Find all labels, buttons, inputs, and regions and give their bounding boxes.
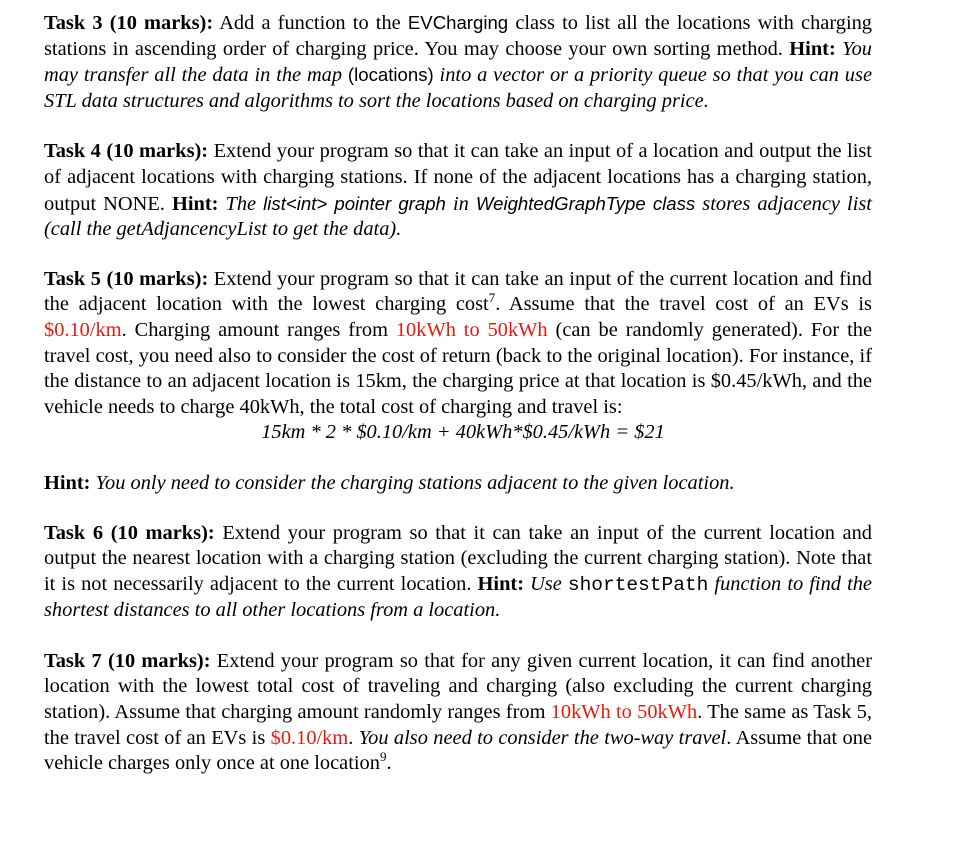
hint-label: Hint: (44, 471, 91, 494)
task-7-footnote: 9 (379, 749, 387, 765)
task-6-paragraph (44, 521, 872, 624)
task-7-text-1: Extend your program so that for any given current location, it can find another location with the lowest total cost of traveling and charging (also excluding the current charging station). Assume that charging amount randomly ranges from (44, 649, 872, 724)
task-5-formula: 15km * 2 * $0.10/km + 40kWh*$0.45/kWh = $21 (261, 421, 665, 444)
hint-paragraph (44, 471, 872, 497)
task-3-hint-label: Hint: (789, 37, 836, 60)
task-4-list-type: list<int> pointer graph (263, 192, 446, 214)
task-4-hint-1: The (218, 192, 264, 215)
task-7-charge-range: 10kWh to 50kWh (550, 701, 698, 724)
task-6-hint-2: function to find the shortest distances to all other locations from a location. (44, 572, 872, 622)
task-3-hint-1: You may transfer all the data in the map (44, 37, 872, 87)
hint-text: You only need to consider the charging stations adjacent to the given location. (90, 471, 735, 494)
task-6-heading: Task 6 (10 marks): (44, 521, 215, 544)
task-3-hint-2: into a vector or a priority queue so that you can use STL data structures and algorithms to sort the locations based on charging price. (44, 64, 872, 112)
task-4-hint-2: in (445, 192, 476, 215)
task-3-class-name: EVCharging (407, 12, 509, 33)
task-7-text-3: . (348, 726, 359, 749)
task-5-footnote: 7 (488, 290, 496, 306)
task-7-text-4: . Assume that one vehicle charges only once at one location (44, 726, 873, 775)
task-7-text-2: . The same as Task 5, the travel cost of an EVs is (44, 701, 872, 749)
task-3-map-name: (locations) (347, 64, 434, 86)
task-6-function-name: shortestPath (567, 573, 709, 596)
task-4-heading: Task 4 (10 marks): (44, 140, 209, 163)
task-5-charge-range: 10kWh to 50kWh (395, 318, 548, 341)
task-7-text-5: . (386, 752, 392, 775)
task-5-text-1: Extend your program so that it can take an input of the current location and find the adjacent location with the lowest charging cost (44, 267, 872, 316)
task-5-text-2: . Assume that the travel cost of an EVs is (495, 293, 872, 316)
task-4-hint-3: stores adjacency list (call the getAdjancencyList to get the data). (44, 192, 872, 241)
task-5-heading: Task 5 (10 marks): (44, 267, 209, 290)
task-6-hint-1: Use (524, 572, 568, 595)
task-7-heading: Task 7 (10 marks): (44, 649, 211, 672)
task-4-class-name: WeightedGraphType class (475, 192, 696, 214)
task-3-text-2: class to list all the locations with charging stations in ascending order of charging price. You may choose your own sorting method. (44, 12, 872, 60)
task-7-italic: You also need to consider the two-way travel (358, 726, 727, 749)
task-3-heading: Task 3 (10 marks): (44, 12, 214, 34)
task-3-text-1: Add a function to the (213, 12, 408, 34)
task-5-text-3: . Charging amount ranges from (121, 318, 396, 341)
task-5-travel-cost: $0.10/km (44, 318, 122, 341)
task-5-paragraph (44, 267, 872, 421)
task-3-paragraph (44, 10, 872, 114)
task-7-paragraph (44, 649, 872, 777)
task-4-hint-label: Hint: (171, 192, 219, 215)
task-6-hint-label: Hint: (477, 572, 524, 595)
task-5-text-4: (can be randomly generated). For the travel cost, you need also to consider the cost of return (back to the original location). For instance, if the distance to an adjacent location is 15km, the charging price at that location is $0.45/kWh, and the vehicle needs to charge 40kWh, the total cost of charging and travel is: (44, 318, 872, 418)
task-6-text-1: Extend your program so that it can take an input of the current location and output the nearest location with a charging station (excluding the current charging station). Note that it is not necessarily adjacent to the current location. (44, 521, 872, 595)
document-page (44, 10, 872, 777)
task-4-paragraph (44, 139, 872, 242)
task-7-travel-cost: $0.10/km (270, 726, 349, 749)
task-4-text-1: Extend your program so that it can take an input of a location and output the list of adjacent locations with charging stations. If none of the adjacent locations has a charging station, output NONE. (44, 140, 872, 215)
